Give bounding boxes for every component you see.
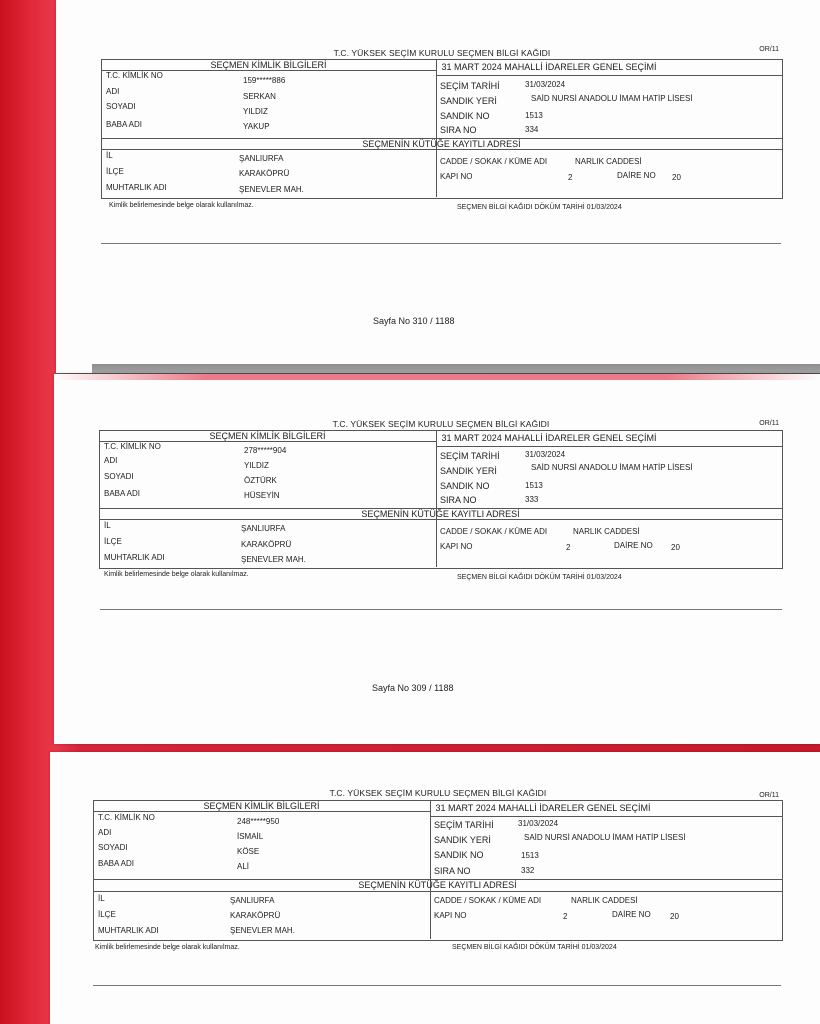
- province-value: ŞANLIURFA: [239, 154, 284, 163]
- form-title: T.C. YÜKSEK SEÇİM KURULU SEÇMEN BİLGİ KAĞIDI: [332, 419, 550, 429]
- identity-header: SEÇMEN KİMLİK BİLGİLERİ: [209, 431, 326, 441]
- surname-value: YILDIZ: [243, 107, 268, 116]
- flat-value: 20: [670, 912, 679, 921]
- street-value: NARLIK CADDESİ: [571, 896, 638, 905]
- ballot-place-value: SAİD NURSİ ANADOLU İMAM HATİP LİSESİ: [531, 94, 693, 103]
- street-label: CADDE / SOKAK / KÜME ADI: [434, 896, 542, 905]
- tc-value: 248*****950: [237, 817, 280, 826]
- street-value: NARLIK CADDESİ: [573, 527, 640, 536]
- surname-label: SOYADI: [106, 102, 136, 111]
- order-no-label: SIRA NO: [440, 125, 477, 135]
- ballot-no-label: SANDIK NO: [440, 481, 490, 491]
- print-date-label: SEÇMEN BİLGİ KAĞIDI DÖKÜM TARİHİ: [452, 944, 580, 951]
- tc-label: T.C. KİMLİK NO: [98, 813, 155, 822]
- voter-form-2: [99, 417, 783, 607]
- form-title: T.C. YÜKSEK SEÇİM KURULU SEÇMEN BİLGİ KAĞIDI: [333, 48, 551, 58]
- name-value: YILDIZ: [244, 461, 269, 470]
- election-header: 31 MART 2024 MAHALLİ İDARELER GENEL SEÇİMİ: [441, 62, 657, 72]
- ballot-place-label: SANDIK YERİ: [434, 835, 491, 845]
- order-no-value: 332: [521, 866, 535, 875]
- neighborhood-label: MUHTARLIK ADI: [104, 553, 165, 562]
- voter-form-1: [101, 46, 783, 236]
- address-header: SEÇMENİN KÜTÜĞE KAYITLI ADRESİ: [362, 139, 521, 149]
- divider-line: [100, 609, 782, 610]
- street-label: CADDE / SOKAK / KÜME ADI: [440, 157, 548, 166]
- name-value: İSMAİL: [237, 832, 264, 841]
- door-label: KAPI NO: [440, 542, 473, 551]
- voter-info-sheet-2: [54, 374, 820, 744]
- page-number: Sayfa No 310 / 1188: [373, 316, 455, 326]
- district-label: İLÇE: [104, 537, 122, 546]
- form-code: OR/11: [759, 420, 779, 427]
- ballot-no-value: 1513: [521, 851, 539, 860]
- order-no-value: 333: [525, 495, 539, 504]
- province-label: İL: [106, 151, 113, 160]
- print-date-label: SEÇMEN BİLGİ KAĞIDI DÖKÜM TARİHİ: [457, 574, 585, 581]
- id-note: Kimlik belirlemesinde belge olarak kullanılmaz.: [95, 944, 240, 951]
- neighborhood-value: ŞENEVLER MAH.: [239, 185, 304, 194]
- ballot-no-value: 1513: [525, 481, 543, 490]
- print-date-value: 01/03/2024: [586, 574, 622, 581]
- ballot-place-label: SANDIK YERİ: [440, 466, 497, 476]
- election-header: 31 MART 2024 MAHALLİ İDARELER GENEL SEÇİMİ: [441, 433, 657, 443]
- election-date-label: SEÇİM TARİHİ: [434, 820, 494, 830]
- surname-label: SOYADI: [98, 843, 128, 852]
- door-label: KAPI NO: [440, 172, 473, 181]
- ballot-place-value: SAİD NURSİ ANADOLU İMAM HATİP LİSESİ: [524, 833, 686, 842]
- flat-label: DAİRE NO: [614, 541, 653, 550]
- identity-header: SEÇMEN KİMLİK BİLGİLERİ: [210, 60, 327, 70]
- province-label: İL: [104, 521, 111, 530]
- election-date-label: SEÇİM TARİHİ: [440, 81, 500, 91]
- divider-line: [101, 243, 781, 244]
- order-no-value: 334: [525, 125, 539, 134]
- district-label: İLÇE: [98, 910, 116, 919]
- tc-value: 278*****904: [244, 446, 287, 455]
- door-value: 2: [568, 173, 573, 182]
- ballot-place-value: SAİD NURSİ ANADOLU İMAM HATİP LİSESİ: [531, 463, 693, 472]
- neighborhood-label: MUHTARLIK ADI: [98, 926, 159, 935]
- voter-info-sheet-1: [56, 0, 820, 373]
- father-label: BABA ADI: [106, 120, 143, 129]
- street-label: CADDE / SOKAK / KÜME ADI: [440, 527, 548, 536]
- door-label: KAPI NO: [434, 911, 467, 920]
- election-date-value: 31/03/2024: [518, 819, 559, 828]
- ballot-no-value: 1513: [525, 111, 543, 120]
- district-value: KARAKÖPRÜ: [239, 169, 290, 178]
- form-code: OR/11: [759, 792, 779, 799]
- identity-header: SEÇMEN KİMLİK BİLGİLERİ: [203, 801, 320, 811]
- page-number: Sayfa No 309 / 1188: [372, 683, 454, 693]
- surname-value: KÖSE: [237, 847, 260, 856]
- order-no-label: SIRA NO: [434, 866, 471, 876]
- flat-value: 20: [672, 173, 681, 182]
- flat-label: DAİRE NO: [617, 171, 656, 180]
- name-label: ADI: [104, 456, 118, 465]
- name-label: ADI: [98, 828, 112, 837]
- id-note: Kimlik belirlemesinde belge olarak kullanılmaz.: [109, 202, 254, 209]
- tc-label: T.C. KİMLİK NO: [104, 442, 161, 451]
- form-title: T.C. YÜKSEK SEÇİM KURULU SEÇMEN BİLGİ KAĞIDI: [329, 788, 547, 798]
- province-label: İL: [98, 894, 105, 903]
- district-value: KARAKÖPRÜ: [241, 540, 292, 549]
- voter-form-3: [93, 787, 783, 987]
- father-value: HÜSEYİN: [244, 491, 280, 500]
- election-date-value: 31/03/2024: [525, 80, 566, 89]
- form-code: OR/11: [759, 46, 779, 53]
- door-value: 2: [566, 543, 571, 552]
- divider-line: [93, 985, 781, 986]
- name-label: ADI: [106, 87, 120, 96]
- flat-value: 20: [671, 543, 680, 552]
- father-value: ALİ: [237, 862, 250, 871]
- neighborhood-value: ŞENEVLER MAH.: [241, 555, 306, 564]
- tc-value: 159*****886: [243, 76, 286, 85]
- neighborhood-value: ŞENEVLER MAH.: [230, 926, 295, 935]
- tc-label: T.C. KİMLİK NO: [106, 71, 163, 80]
- election-date-value: 31/03/2024: [525, 450, 566, 459]
- address-header: SEÇMENİN KÜTÜĞE KAYITLI ADRESİ: [358, 880, 517, 890]
- voter-info-sheet-3: [50, 752, 820, 1024]
- street-value: NARLIK CADDESİ: [575, 157, 642, 166]
- address-header: SEÇMENİN KÜTÜĞE KAYITLI ADRESİ: [361, 509, 520, 519]
- district-label: İLÇE: [106, 167, 124, 176]
- flat-label: DAİRE NO: [612, 910, 651, 919]
- print-date-value: 01/03/2024: [581, 944, 617, 951]
- father-label: BABA ADI: [104, 489, 141, 498]
- print-date-value: 01/03/2024: [586, 204, 622, 211]
- ballot-no-label: SANDIK NO: [440, 111, 490, 121]
- election-header: 31 MART 2024 MAHALLİ İDARELER GENEL SEÇİMİ: [435, 803, 651, 813]
- province-value: ŞANLIURFA: [230, 896, 275, 905]
- father-value: YAKUP: [243, 122, 270, 131]
- surname-value: ÖZTÜRK: [244, 476, 277, 485]
- election-date-label: SEÇİM TARİHİ: [440, 451, 500, 461]
- id-note: Kimlik belirlemesinde belge olarak kullanılmaz.: [104, 571, 249, 578]
- order-no-label: SIRA NO: [440, 495, 477, 505]
- name-value: SERKAN: [243, 92, 276, 101]
- neighborhood-label: MUHTARLIK ADI: [106, 183, 167, 192]
- father-label: BABA ADI: [98, 859, 135, 868]
- province-value: ŞANLIURFA: [241, 524, 286, 533]
- district-value: KARAKÖPRÜ: [230, 911, 281, 920]
- ballot-place-label: SANDIK YERİ: [440, 96, 497, 106]
- surname-label: SOYADI: [104, 472, 134, 481]
- print-date-label: SEÇMEN BİLGİ KAĞIDI DÖKÜM TARİHİ: [457, 204, 585, 211]
- ballot-no-label: SANDIK NO: [434, 850, 484, 860]
- door-value: 2: [563, 912, 568, 921]
